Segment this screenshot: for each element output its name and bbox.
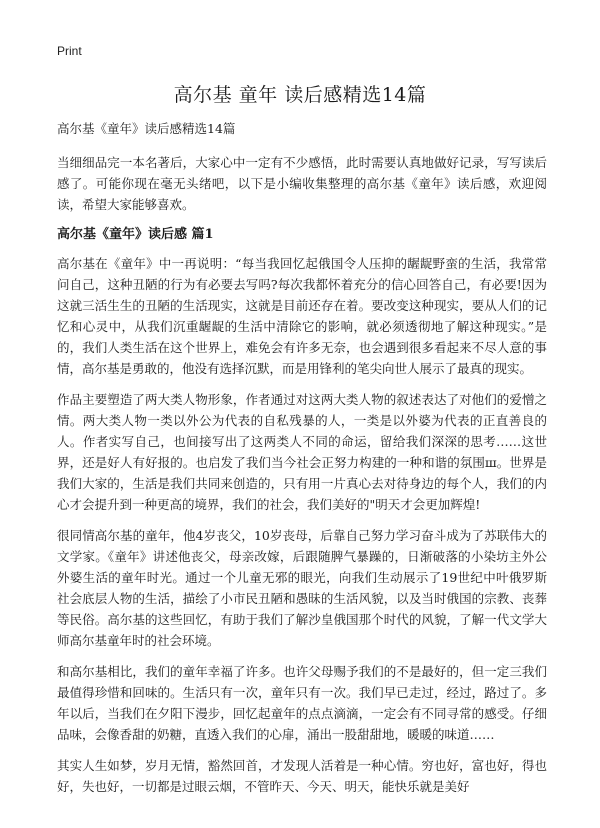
- section-heading: 高尔基《童年》读后感 篇1: [57, 227, 214, 242]
- body-paragraph-2: 作品主要塑造了两大类人物形象，作者通过对这两大类人物的叙述表达了对他们的爱憎之情。两大类人物一类以外公为代表的自私残暴的人，一类是以外婆为代表的正直善良的人。作者实写自己，也间接写出了这两类人不同的命运，留给我们深深的思考……这世界，还是好人有好报的。也启发了我们当今社会正努力构建的一种和谐的氛围ш。世界是我们大家的，生活是我们共同来创造的，只有用一片真心去对待身边的每个人，我们的内心才会提升到一种更高的境界，我们的社会，我们美好的"明天才会更加辉煌!: [57, 392, 547, 512]
- body-paragraph-4: 和高尔基相比，我们的童年幸福了许多。也许父母赐予我们的不是最好的，但一定三我们最值得珍惜和回味的。生活只有一次，童年只有一次。我们早已走过，经过，路过了。多年以后，当我们在夕阳下漫步，回忆起童年的点点滴滴，一定会有不同寻常的感受。仔细品味，会像香甜的奶糖，直透入我们的心扉，涌出一股甜甜地，暖暖的味道……: [57, 664, 547, 742]
- article-body: [57, 120, 547, 807]
- article-subtitle: 高尔基《童年》读后感精选14篇: [57, 121, 236, 136]
- body-paragraph-3: 很同情高尔基的童年，他4岁丧父，10岁丧母，后靠自己努力学习奋斗成为了苏联伟大的文学家。《童年》讲述他丧父，母亲改嫁，后跟随脾气暴躁的，日渐破落的小染坊主外公外婆生活的童年时光。通过一个儿童无邪的眼光，向我们生动展示了19世纪中叶俄罗斯社会底层人物的生活，描绘了小市民丑陋和愚昧的生活风貌，以及当时俄国的宗教、丧葬等民俗。高尔基的这些回忆，有助于我们了解沙皇俄国那个时代的风貌，了解一代文学大师高尔基童年时的社会环境。: [57, 528, 547, 648]
- intro-paragraph: 当细细品完一本名著后，大家心中一定有不少感悟，此时需要认真地做好记录，写写读后感了。可能你现在毫无头绪吧，以下是小编收集整理的高尔基《童年》读后感，欢迎阅读，希望大家能够喜欢。: [57, 155, 547, 212]
- body-paragraph-5: 其实人生如梦，岁月无情，豁然回首，才发现人活着是一种心情。穷也好，富也好，得也好，失也好，一切都是过眼云烟，不管昨天、今天、明天，能快乐就是美好: [57, 758, 547, 794]
- print-link[interactable]: Print: [57, 44, 82, 58]
- page-title: 高尔基 童年 读后感精选14篇: [173, 84, 427, 106]
- body-paragraph-1: 高尔基在《童年》中一再说明：“每当我回忆起俄国令人压抑的龌龊野蛮的生活，我常常问自己，这种丑陋的行为有必要去写吗?每次我都怀着充分的信心回答自己，有必要!因为这就三活生生的丑陋的生活现实，这就是目前还存在着。要改变这种现实，要从人们的记忆和心灵中，从我们沉重龌龊的生活中清除它的影响，就必须透彻地了解这种现实。”是的，我们人类生活在这个世界上，难免会有许多无奈，也会遇到很多看起来不尽人意的事情，高尔基是勇敢的，他没有选择沉默，而是用锋利的笔尖向世人展示了最真的现实。: [57, 256, 547, 376]
